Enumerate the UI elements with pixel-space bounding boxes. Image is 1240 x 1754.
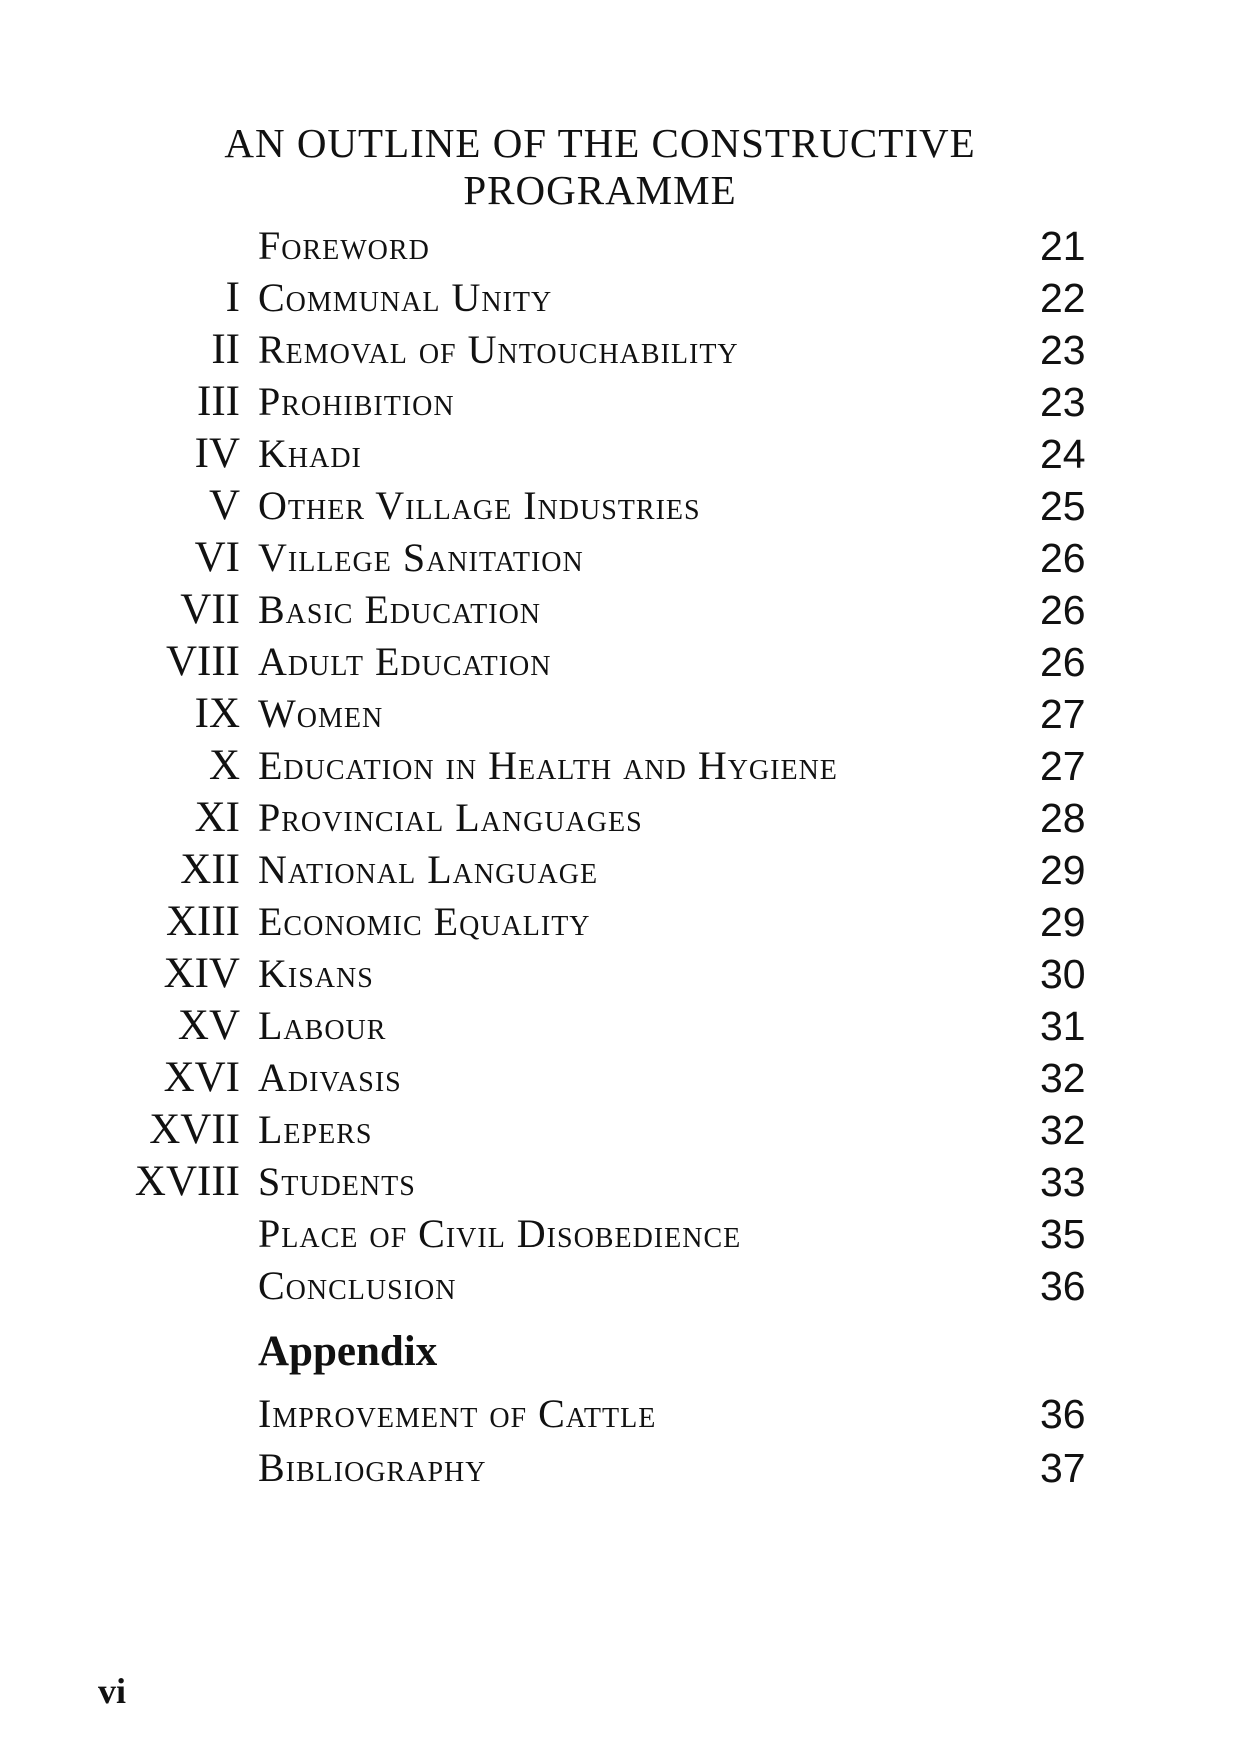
page-number: 31 — [1040, 1003, 1086, 1049]
chapter-title: Provincial Languages — [258, 795, 643, 840]
chapter-number: IX — [194, 690, 240, 737]
chapter-number: XIII — [165, 898, 240, 945]
chapter-number: IV — [194, 430, 240, 477]
toc-row — [0, 220, 1240, 272]
chapter-title: Adult Education — [258, 639, 552, 684]
chapter-title: Education in Health and Hygiene — [258, 743, 838, 788]
page-number: 29 — [1040, 847, 1086, 893]
toc-row — [0, 376, 1240, 428]
chapter-title: Labour — [258, 1003, 387, 1048]
toc-row — [0, 584, 1240, 636]
chapter-number: III — [197, 378, 240, 425]
chapter-number: VII — [180, 586, 240, 633]
toc-row — [0, 844, 1240, 896]
page-number: 27 — [1040, 691, 1086, 737]
chapter-title: Women — [258, 691, 384, 736]
chapter-number: XVI — [163, 1054, 240, 1101]
chapter-title: Basic Education — [258, 587, 542, 632]
chapter-title: Lepers — [258, 1107, 373, 1152]
page-number: 26 — [1040, 587, 1086, 633]
page-number: 26 — [1040, 535, 1086, 581]
chapter-number: XV — [177, 1002, 240, 1049]
chapter-title: National Language — [258, 847, 599, 892]
toc-row — [0, 272, 1240, 324]
chapter-title: Villege Sanitation — [258, 535, 584, 580]
toc-row — [0, 324, 1240, 376]
page-number: 37 — [1040, 1445, 1086, 1491]
toc-row — [0, 532, 1240, 584]
appendix-heading: Appendix — [258, 1328, 438, 1375]
chapter-title: Place of Civil Disobedience — [258, 1211, 742, 1256]
toc-row — [0, 1000, 1240, 1052]
page-number: 25 — [1040, 483, 1086, 529]
page-number: 24 — [1040, 431, 1086, 477]
toc-row — [0, 740, 1240, 792]
toc-row — [0, 1156, 1240, 1208]
appendix-title: Bibliography — [258, 1445, 487, 1490]
appendix-row — [0, 1442, 1240, 1494]
chapter-title: Adivasis — [258, 1055, 402, 1100]
page-title-line-1: AN OUTLINE OF THE CONSTRUCTIVE — [224, 120, 976, 166]
chapter-number: X — [208, 742, 240, 789]
page-number: 26 — [1040, 639, 1086, 685]
chapter-title: Communal Unity — [258, 275, 553, 320]
chapter-number: XI — [194, 794, 240, 841]
chapter-title: Other Village Industries — [258, 483, 701, 528]
toc-row — [0, 896, 1240, 948]
chapter-title: Conclusion — [258, 1263, 457, 1308]
page-folio: vi — [98, 1671, 127, 1711]
page-number: 21 — [1040, 223, 1086, 269]
page-number: 32 — [1040, 1055, 1086, 1101]
chapter-number: XVIII — [134, 1158, 240, 1205]
page-number: 28 — [1040, 795, 1086, 841]
page-number: 22 — [1040, 275, 1086, 321]
toc-row — [0, 1260, 1240, 1312]
toc-row — [0, 792, 1240, 844]
toc-row — [0, 1052, 1240, 1104]
page-number: 30 — [1040, 951, 1086, 997]
chapter-number: VIII — [165, 638, 240, 685]
page-number: 36 — [1040, 1263, 1086, 1309]
toc-row — [0, 688, 1240, 740]
chapter-title: Students — [258, 1159, 416, 1204]
page-number: 27 — [1040, 743, 1086, 789]
chapter-title: Khadi — [258, 431, 362, 476]
appendix-title: Improvement of Cattle — [258, 1391, 657, 1436]
page-number: 23 — [1040, 379, 1086, 425]
page-number: 29 — [1040, 899, 1086, 945]
chapter-title: Economic Equality — [258, 899, 591, 944]
toc-row — [0, 1104, 1240, 1156]
chapter-number: XII — [180, 846, 240, 893]
chapter-title: Kisans — [258, 951, 374, 996]
chapter-number: VI — [194, 534, 240, 581]
toc-row — [0, 948, 1240, 1000]
chapter-number: II — [211, 326, 240, 373]
chapter-number: V — [208, 482, 240, 529]
toc-row — [0, 1208, 1240, 1260]
page-number: 32 — [1040, 1107, 1086, 1153]
page-number: 36 — [1040, 1391, 1086, 1437]
page-number: 23 — [1040, 327, 1086, 373]
toc-row — [0, 480, 1240, 532]
chapter-number: XIV — [163, 950, 240, 997]
chapter-number: XVII — [149, 1106, 240, 1153]
chapter-title: Foreword — [258, 223, 430, 268]
page-title-line-2: PROGRAMME — [463, 167, 737, 213]
toc-row — [0, 636, 1240, 688]
chapter-title: Prohibition — [258, 379, 455, 424]
chapter-number: I — [225, 274, 240, 321]
chapter-title: Removal of Untouchability — [258, 327, 739, 372]
page-number: 35 — [1040, 1211, 1086, 1257]
appendix-row — [0, 1388, 1240, 1440]
page-number: 33 — [1040, 1159, 1086, 1205]
toc-row — [0, 428, 1240, 480]
